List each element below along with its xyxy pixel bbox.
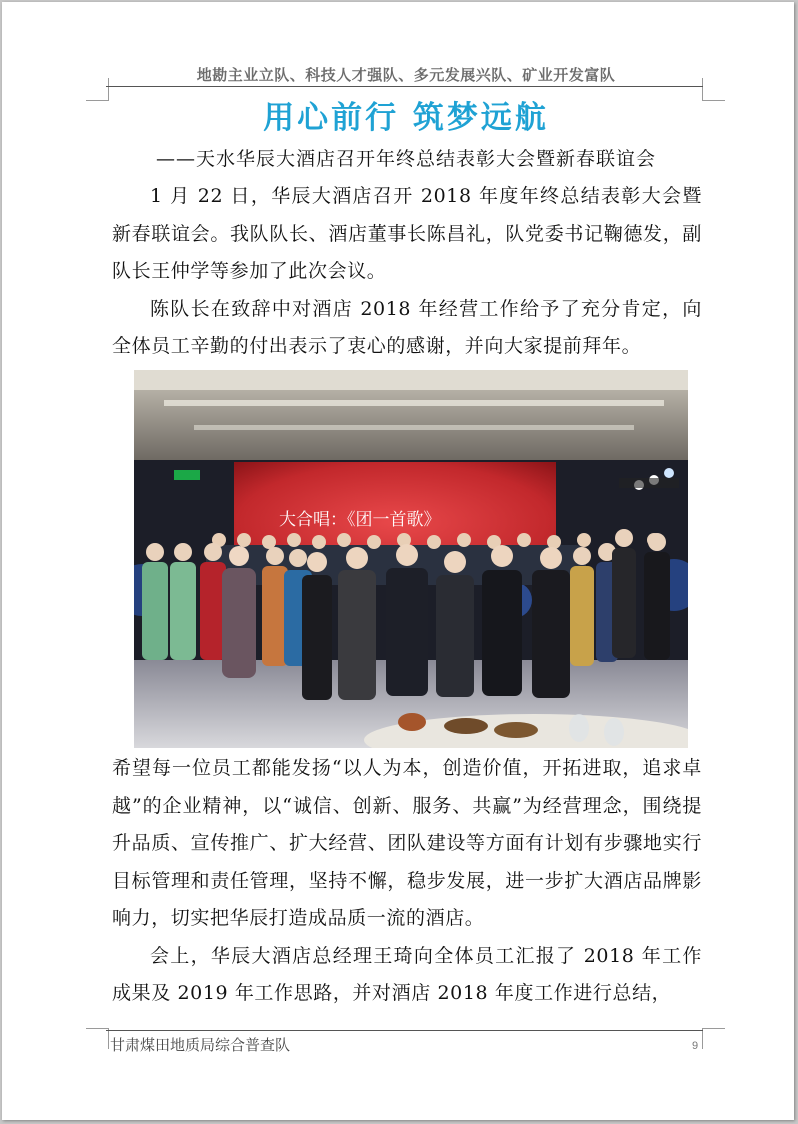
footer-organization: 甘肃煤田地质局综合普查队 [110,1036,291,1054]
paragraph-2: 陈队长在致辞中对酒店 2018 年经营工作给予了充分肯定，向全体员工辛勤的付出表示了衷心的感谢，并向大家提前拜年。 [112,297,702,357]
event-photo-illustration [134,370,688,748]
article-title: 用心前行 筑梦远航 [263,100,549,136]
paragraph-1: 1 月 22 日，华辰大酒店召开 2018 年度年终总结表彰大会暨新春联谊会。我队队长、酒店董事长陈昌礼，队党委书记鞠德发，副队长王仲学等参加了此次会议。 [112,185,702,282]
article-body-bottom [112,750,702,1013]
crop-mark-bottom-right [702,1028,725,1049]
header-rule [106,86,703,87]
screen-caption: 大合唱：《团一首歌》 [279,510,441,530]
article-body-top [112,178,702,366]
article-subtitle: ——天水华辰大酒店召开年终总结表彰大会暨新春联谊会 [155,148,656,170]
document-page [2,2,794,1120]
page-header-slogan: 地勘主业立队、科技人才强队、多元发展兴队、矿业开发富队 [196,66,616,84]
paragraph-3: 希望每一位员工都能发扬“以人为本，创造价值，开拓进取，追求卓越”的企业精神，以“诚信、创新、服务、共赢”为经营理念，围绕提升品质、宣传推广、扩大经营、团队建设等方面有计划有步骤地实行目标管理和责任管理，坚持不懈，稳步发展，进一步扩大酒店品牌影响力，切实把华辰打造成品质一流的酒店。 [112,757,702,929]
event-photo [134,370,688,748]
crop-mark-bottom-left [86,1028,109,1049]
paragraph-4: 会上，华辰大酒店总经理王琦向全体员工汇报了 2018 年工作成果及 2019 年工作思路，并对酒店 2018 年度工作进行总结， [112,944,702,1004]
page-number: 9 [692,1040,699,1052]
footer-rule [106,1030,703,1031]
